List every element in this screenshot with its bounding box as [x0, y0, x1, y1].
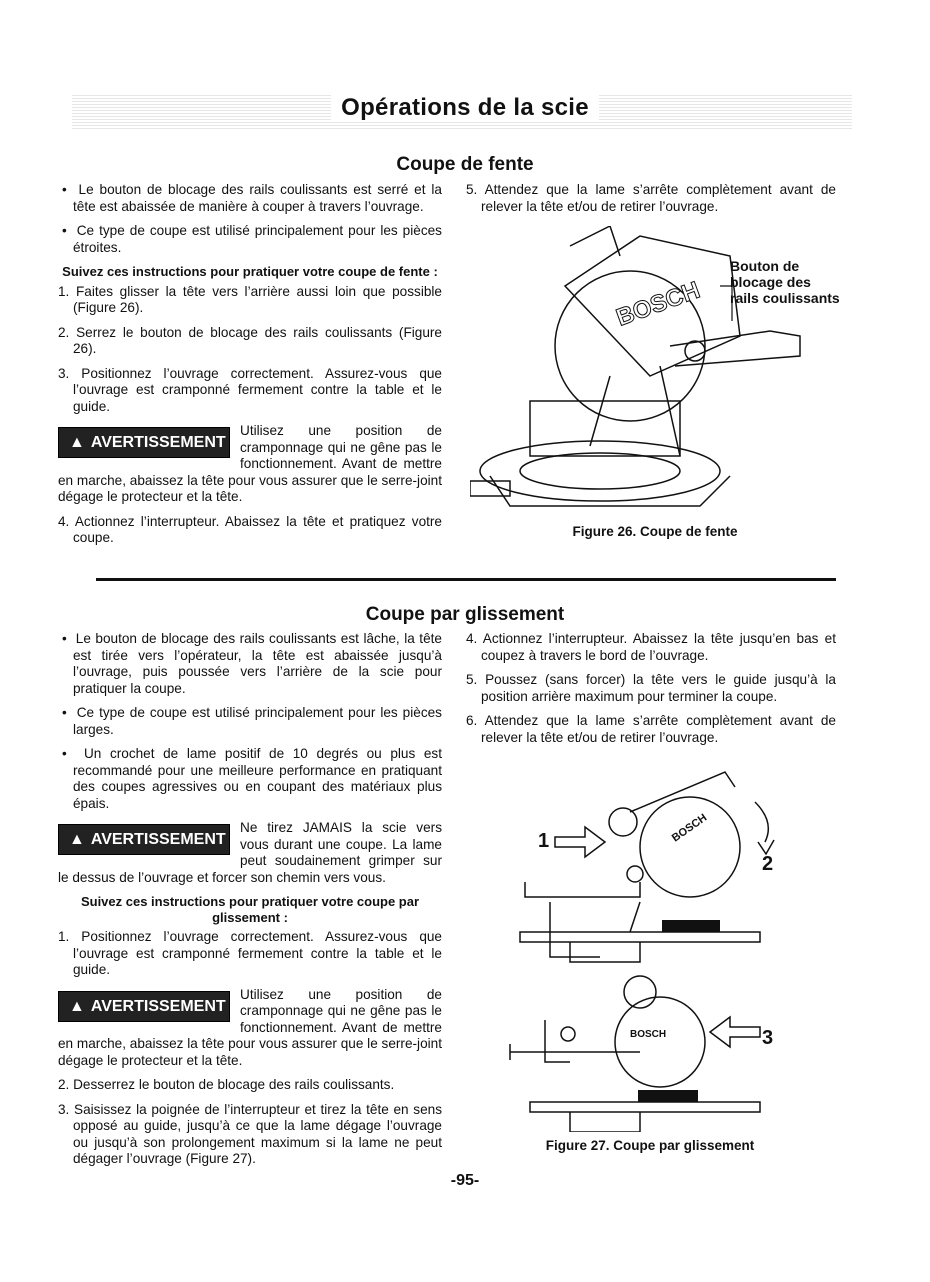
step-item: 1. Positionnez l’ouvrage correctement. Assurez-vous que l’ouvrage est cramponné fermement contre la table et le guide. [58, 929, 442, 977]
figure-27-caption: Figure 27. Coupe par glissement [545, 1138, 755, 1153]
page-title: Opérations de la scie [0, 94, 930, 122]
warning-paragraph: ▲ AVERTISSEMENT Utilisez une position de cramponnage qui ne gêne pas le fonctionnement. Avant de mettre en marche, abaissez la tête pour vous assurer que le serre-joint dégage le protecteur et la tête. [58, 986, 442, 1068]
step-item: 3. Saisissez la poignée de l’interrupteur et tirez la tête en sens opposé au guide, jusqu’à ce que la lame dégage l’ouvrage ou jusqu’à son prolongement maximum si la lame ne peut dégager l’ouvrage (Figure 27). [58, 1101, 442, 1166]
workpiece-block [638, 1090, 698, 1102]
step-item: 4. Actionnez l’interrupteur. Abaissez la tête et pratiquez votre coupe. [58, 513, 442, 545]
workpiece-block [662, 920, 720, 932]
bullet-item: • Ce type de coupe est utilisé principalement pour les pièces étroites. [62, 223, 442, 255]
right-column-fente [466, 182, 836, 223]
warning-badge: ▲ AVERTISSEMENT [58, 824, 230, 855]
bullet-item: • Ce type de coupe est utilisé principalement pour les pièces larges. [62, 705, 442, 737]
step-marker-1: 1 [538, 830, 550, 852]
left-column-fente [58, 182, 442, 555]
step-item: 3. Positionnez l’ouvrage correctement. Assurez-vous que l’ouvrage est cramponné fermement contre la table et le guide. [58, 365, 442, 414]
warning-triangle-icon: ▲ [69, 997, 85, 1015]
warning-triangle-icon: ▲ [69, 434, 85, 451]
section-divider [96, 578, 836, 581]
right-column-glissement [466, 631, 836, 754]
warning-paragraph: ▲ AVERTISSEMENT Utilisez une position de cramponnage qui ne gêne pas le fonctionnement. Avant de mettre en marche, abaissez la tête pour vous assurer que le serre-joint dégage le protecteur et la tête. [58, 423, 442, 504]
figure-27-saw-illustration [490, 762, 790, 1132]
step-marker-3: 3 [762, 1027, 774, 1049]
brand-logo: BOSCH [669, 811, 710, 845]
section-title-coupe-de-fente: Coupe de fente [396, 154, 534, 175]
step-item: 1. Faites glisser la tête vers l’arrière aussi loin que possible (Figure 26). [58, 283, 442, 315]
figure-26-caption: Figure 26. Coupe de fente [572, 524, 738, 539]
step-item: 5. Attendez que la lame s’arrête complètement avant de relever la tête et/ou de retirer l’ouvrage. [466, 182, 836, 214]
warning-badge: ▲ AVERTISSEMENT [58, 427, 230, 458]
figure-26-callout-label: Bouton de blocage des rails coulissants [730, 258, 840, 306]
step-marker-2: 2 [762, 853, 774, 875]
left-column-glissement [58, 631, 442, 1176]
page-number: -95- [450, 1172, 480, 1189]
instructions-heading: Suivez ces instructions pour pratiquer votre coupe de fente : [62, 264, 438, 279]
section-title-coupe-par-glissement: Coupe par glissement [365, 604, 565, 625]
step-item: 6. Attendez que la lame s’arrête complètement avant de relever la tête et/ou de retirer l’ouvrage. [466, 713, 836, 745]
brand-logo: BOSCH [630, 1029, 667, 1040]
step-item: 4. Actionnez l’interrupteur. Abaissez la tête jusqu’en bas et coupez à travers le bord de l’ouvrage. [466, 631, 836, 663]
bullet-item: • Le bouton de blocage des rails coulissants est lâche, la tête est tirée vers l’opérateur, la tête est abaissée jusqu’à l’ouvrage, puis poussée vers l’arrière de la scie pour pratiquer la coupe. [62, 631, 442, 696]
instructions-heading: Suivez ces instructions pour pratiquer votre coupe par glissement : [80, 894, 420, 925]
bullet-item: • Le bouton de blocage des rails coulissants est serré et la tête est abaissée de manière à couper à travers l’ouvrage. [62, 182, 442, 214]
step-item: 2. Serrez le bouton de blocage des rails coulissants (Figure 26). [58, 324, 442, 356]
step-item: 2. Desserrez le bouton de blocage des rails coulissants. [58, 1077, 395, 1092]
warning-triangle-icon: ▲ [69, 831, 85, 848]
step-item: 5. Poussez (sans forcer) la tête vers le guide jusqu’à la position arrière maximum pour terminer la coupe. [466, 672, 836, 704]
warning-paragraph: ▲ AVERTISSEMENT Ne tirez JAMAIS la scie vers vous durant une coupe. La lame peut soudainement grimper sur le dessus de l’ouvrage et forcer son chemin vers vous. [58, 820, 442, 885]
warning-badge: ▲ AVERTISSEMENT [58, 991, 230, 1022]
bullet-item: • Un crochet de lame positif de 10 degrés ou plus est recommandé pour une meilleure performance en pratiquant des coupes agressives ou en coupant des matériaux plus épais. [62, 746, 442, 811]
brand-logo: BOSCH [612, 276, 704, 332]
